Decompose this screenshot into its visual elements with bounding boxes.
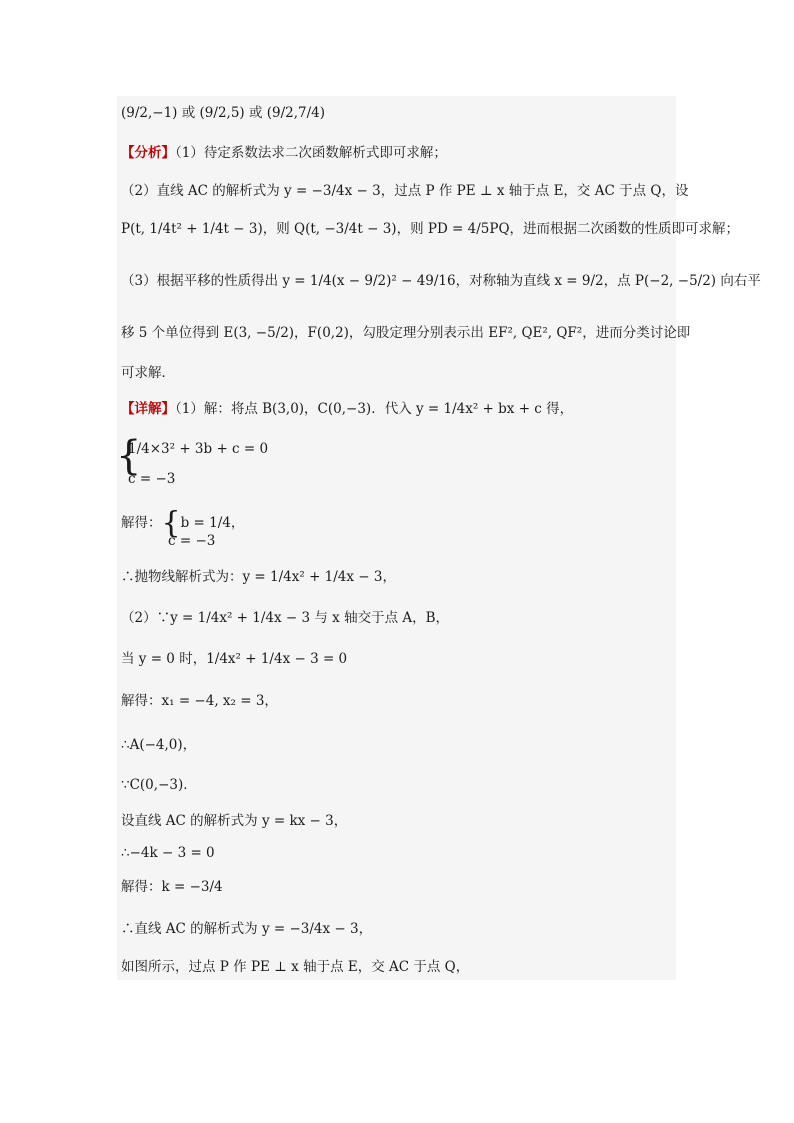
analysis-line-4: （3）根据平移的性质得出 y = 1/4(x − 9/2)² − 49/16，对称轴为直线 x = 9/2，点 P(−2, −5/2) 向右平 <box>121 273 761 289</box>
solution-line-10: 解得：k = −3/4 <box>121 879 223 895</box>
c-value: c = −3 <box>168 533 216 549</box>
analysis-line-6: 可求解． <box>121 365 175 381</box>
solution-line-5: 解得：x₁ = −4, x₂ = 3， <box>121 693 278 709</box>
solution-line-6: ∴A(−4,0)， <box>121 737 197 753</box>
solution-line-12: 如图所示，过点 P 作 PE ⊥ x 轴于点 E，交 AC 于点 Q， <box>121 959 470 975</box>
analysis-line-1 <box>121 144 447 162</box>
analysis-tag: 【分析】 <box>121 145 175 161</box>
b-value: b = 1/4 <box>180 515 231 531</box>
solution-line-3: （2）∵y = 1/4x² + 1/4x − 3 与 x 轴交于点 A，B， <box>121 610 450 626</box>
solution-line-1 <box>121 400 573 418</box>
analysis-text-1: （1）待定系数法求二次函数解析式即可求解； <box>175 145 447 161</box>
comma: ， <box>230 515 245 531</box>
system-brace-2: { <box>161 505 181 541</box>
solution-line-2: ∴抛物线解析式为：y = 1/4x² + 1/4x − 3， <box>121 569 396 585</box>
solution-line-4: 当 y = 0 时，1/4x² + 1/4x − 3 = 0 <box>121 651 348 667</box>
answer-line: (9/2,−1) 或 (9/2,5) 或 (9/2,7/4) <box>121 105 326 121</box>
system-brace-1: { <box>116 433 142 479</box>
solution-line-11: ∴直线 AC 的解析式为 y = −3/4x − 3， <box>121 921 373 937</box>
system-eq-2: c = −3 <box>128 471 176 487</box>
solution-tag: 【详解】 <box>121 401 175 417</box>
analysis-line-3: P(t, 1/4t² + 1/4t − 3)，则 Q(t, −3/4t − 3)，则 PD = 4/5PQ，进而根据二次函数的性质即可求解； <box>121 221 740 237</box>
solve-label: 解得： <box>121 515 162 531</box>
solution-line-8: 设直线 AC 的解析式为 y = kx − 3， <box>121 813 348 829</box>
analysis-line-5: 移 5 个单位得到 E(3, −5/2)，F(0,2)，勾股定理分别表示出 EF², QE², QF²，进而分类讨论即 <box>121 325 691 341</box>
solution-line-9: ∴−4k − 3 = 0 <box>121 845 215 861</box>
analysis-line-2: （2）直线 AC 的解析式为 y = −3/4x − 3，过点 P 作 PE ⊥ x 轴于点 E，交 AC 于点 Q，设 <box>121 183 689 199</box>
solution-line-7: ∵C(0,−3)． <box>121 777 197 793</box>
system-eq-1: 1/4×3² + 3b + c = 0 <box>128 441 269 457</box>
solution-text-1: （1）解：将点 B(3,0)，C(0,−3)．代入 y = 1/4x² + bx + c 得， <box>175 401 574 417</box>
